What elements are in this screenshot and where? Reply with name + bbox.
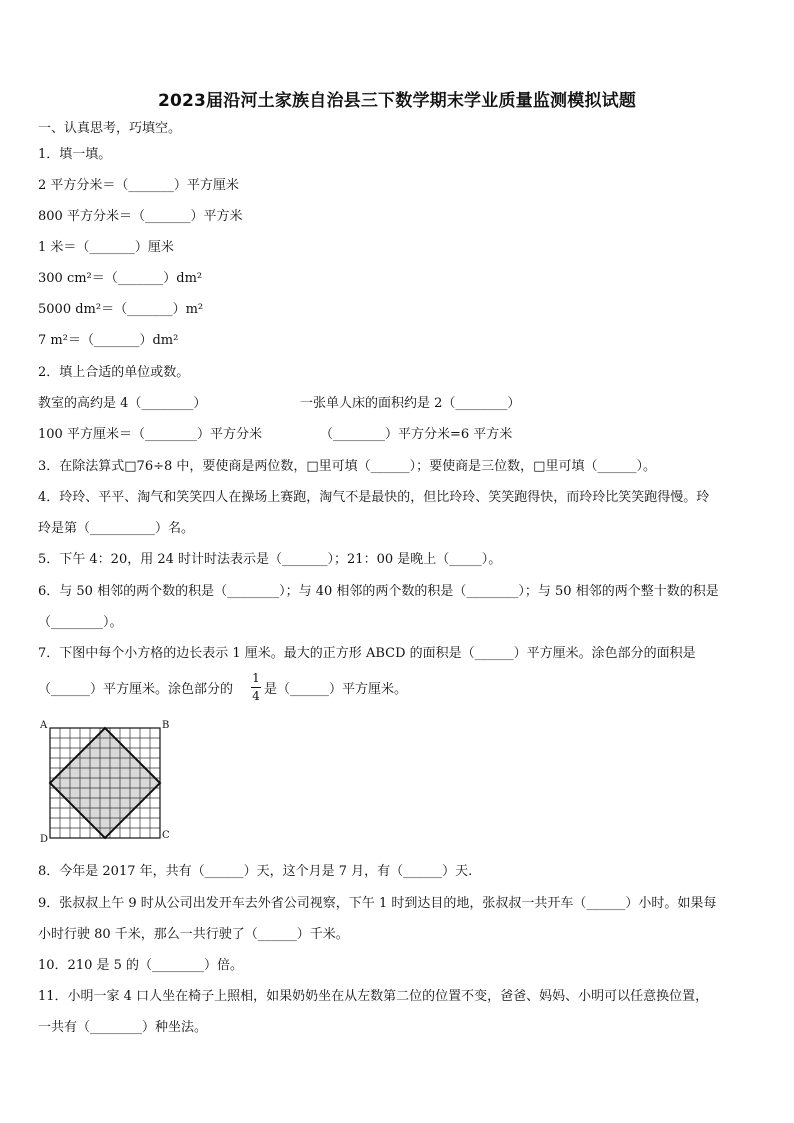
question-6-line1: 6．与 50 相邻的两个数的积是（________）；与 40 相邻的两个数的积是（________）；与 50 相邻的两个整十数的积是 (38, 584, 719, 599)
fraction-denominator: 4 (252, 689, 260, 703)
question-7-line1: 7．下图中每个小方格的边长表示 1 厘米。最大的正方形 ABCD 的面积是（______）平方厘米。涂色部分的面积是 (38, 646, 696, 661)
question-1e: 5000 dm²＝（_______）m² (38, 302, 204, 317)
question-11-line2: 一共有（________）种坐法。 (38, 1020, 208, 1035)
corner-label-d: D (40, 834, 49, 845)
question-4-line2: 玲是第（__________）名。 (38, 521, 195, 536)
question-9-line1: 9．张叔叔上午 9 时从公司出发开车去外省公司视察，下午 1 时到达目的地，张叔叔一共开车（______）小时。如果每 (38, 896, 717, 911)
page-title: 2023届沿河土家族自治县三下数学期末学业质量监测模拟试题 (157, 91, 637, 111)
question-5: 5．下午 4：20，用 24 时计时法表示是（_______）；21：00 是晚上（_____）。 (38, 552, 502, 567)
question-2: 2．填上合适的单位或数。 (38, 365, 190, 380)
question-1f: 7 m²＝（_______）dm² (38, 333, 179, 348)
corner-label-b: B (162, 720, 170, 731)
corner-label-c: C (162, 830, 170, 841)
fraction-bar (251, 687, 261, 688)
grid-diagram (36, 718, 176, 848)
question-11-line1: 11．小明一家 4 口人坐在椅子上照相，如果奶奶坐在从左数第二位的位置不变，爸爸、妈妈、小明可以任意换位置， (38, 989, 709, 1004)
question-6-line2: （________）。 (38, 615, 123, 630)
question-2d: （________）平方分米=6 平方米 (320, 427, 513, 442)
fraction-numerator: 1 (252, 671, 260, 685)
question-1a: 2 平方分米＝（_______）平方厘米 (38, 178, 239, 193)
question-7-line2b: 是（______）平方厘米。 (264, 682, 408, 697)
square-grid-figure (36, 718, 176, 852)
question-8: 8．今年是 2017 年，共有（______）天，这个月是 7 月，有（______）天. (38, 864, 473, 879)
corner-label-a: A (40, 720, 48, 731)
question-1d: 300 cm²＝（_______）dm² (38, 271, 203, 286)
question-2a: 教室的高约是 4（________） (38, 396, 207, 411)
question-1c: 1 米＝（_______）厘米 (38, 240, 174, 255)
question-9-line2: 小时行驶 80 千米，那么一共行驶了（______）千米。 (38, 927, 349, 942)
question-2b: 一张单人床的面积约是 2（________） (300, 396, 521, 411)
question-3: 3．在除法算式□76÷8 中，要使商是两位数，□里可填（______）；要使商是三位数，□里可填（______）。 (38, 459, 656, 474)
question-1b: 800 平方分米＝（_______）平方米 (38, 209, 243, 224)
question-1: 1．填一填。 (38, 147, 112, 162)
question-2c: 100 平方厘米＝（________）平方分米 (38, 427, 262, 442)
question-7-line2a: （______）平方厘米。涂色部分的 (38, 682, 234, 697)
question-10: 10．210 是 5 的（________）倍。 (38, 958, 244, 973)
question-4-line1: 4．玲玲、平平、淘气和笑笑四人在操场上赛跑，淘气不是最快的，但比玲玲、笑笑跑得快，而玲玲比笑笑跑得慢。玲 (38, 490, 710, 505)
section-heading: 一、认真思考，巧填空。 (38, 121, 182, 136)
